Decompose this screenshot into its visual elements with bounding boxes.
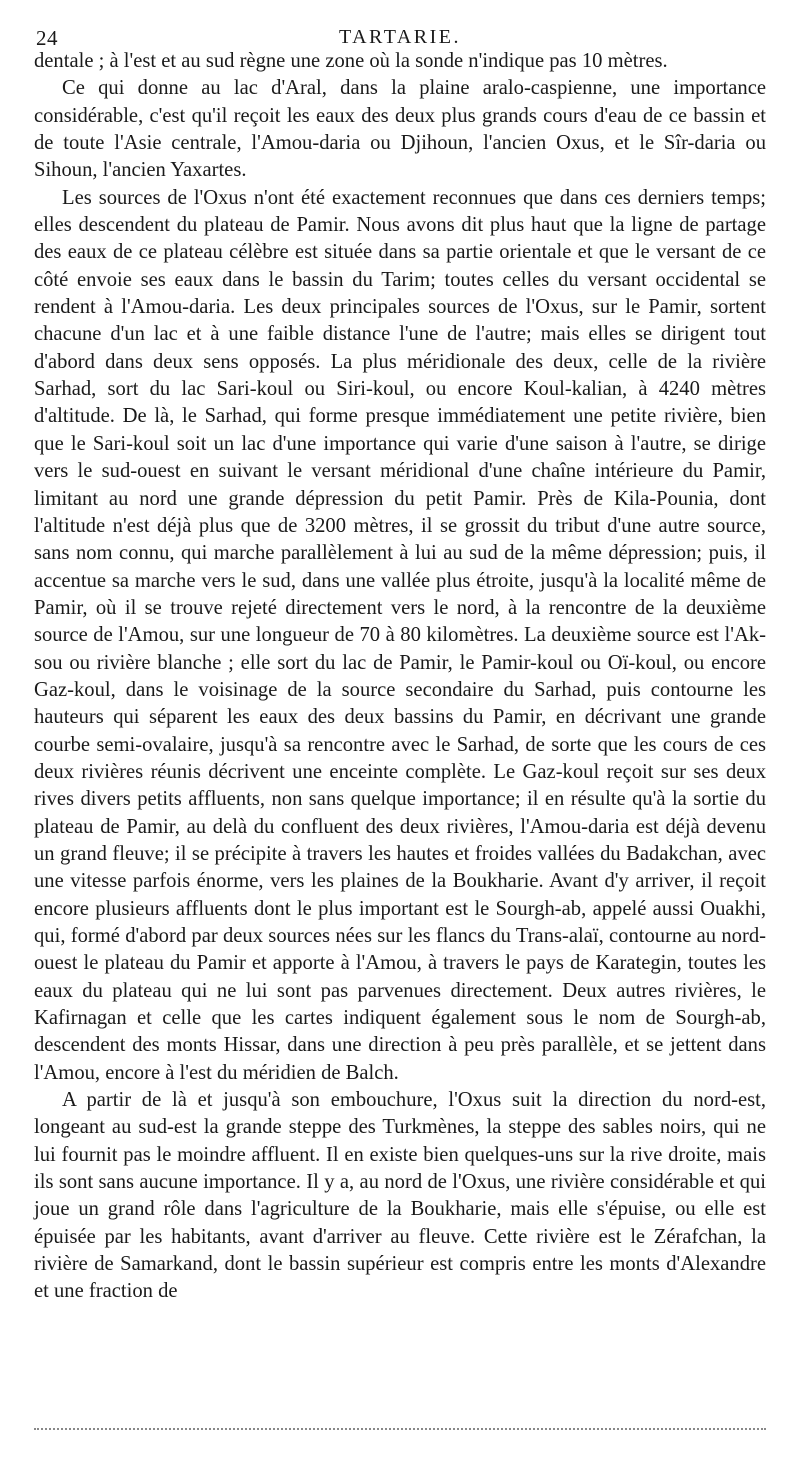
running-title: TARTARIE. [339, 26, 461, 48]
paragraph-continued: dentale ; à l'est et au sud règne une zone où la sonde n'indique pas 10 mètres. [34, 50, 668, 72]
page-number: 24 [36, 26, 58, 50]
paragraph-oxus-sources: Les sources de l'Oxus n'ont été exactement reconnues que dans ces derniers temps; elles descendent du plateau de Pamir. Nous avons dit plus haut que la ligne de partage des eaux de ce plateau célèbre est située dans sa partie orientale et que le versant de ce côté envoie ses eaux dans le bassin du Tarim; toutes celles du versant occidental se rendent à l'Amou-daria. Les deux principales sources de l'Oxus, sur le Pamir, sortent chacune d'un lac et à une faible distance l'une de l'autre; mais elles se dirigent tout d'abord dans deux sens opposés. La plus méridionale des deux, celle de la rivière Sarhad, sort du lac Sari-koul ou Siri-koul, ou encore Koul-kalian, à 4240 mètres d'altitude. De là, le Sarhad, qui forme presque immédiatement une petite rivière, bien que le Sari-koul soit un lac d'une importance qui varie d'une saison à l'autre, se dirige vers le sud-ouest en suivant le versant méridional d'une chaîne intérieure du Pamir, limitant au nord une grande dépression du petit Pamir. Près de Kila-Pounia, dont l'altitude n'est déjà plus que de 3200 mètres, il se grossit du tribut d'une autre source, sans nom connu, qui marche parallèlement à lui au sud de la même dépression; puis, il accentue sa marche vers le sud, dans une vallée plus étroite, jusqu'à la localité même de Pamir, où il se trouve rejeté directement vers le nord, à la rencontre de la deuxième source de l'Amou, sur une longueur de 70 à 80 kilomètres. La deuxième source est l'Ak-sou ou rivière blanche ; elle sort du lac de Pamir, le Pamir-koul ou Oï-koul, ou encore Gaz-koul, dans le voisinage de la source secondaire du Sarhad, puis contourne les hauteurs qui séparent les eaux des deux bassins du Pamir, en décrivant une grande courbe semi-ovalaire, jusqu'à sa rencontre avec le Sarhad, de sorte que les cours de ces deux rivières réunis décrivent une enceinte complète. Le Gaz-koul reçoit sur ses deux rives divers petits affluents, non sans quelque importance; il en résulte qu'à la sortie du plateau de Pamir, au delà du confluent des deux rivières, l'Amou-daria est déjà devenu un grand fleuve; il se précipite à travers les hautes et froides vallées du Badakchan, avec une vitesse parfois énorme, vers les plaines de la Boukharie. Avant d'y arriver, il reçoit encore plusieurs affluents dont le plus important est le Sourgh-ab, appelé aussi Ouakhi, qui, formé d'abord par deux sources nées sur les flancs du Trans-alaï, contourne au nord-ouest le plateau du Pamir et apporte à l'Amou, à travers le pays de Karategin, toutes les eaux du plateau qui ne lui sont pas parvenues directement. Deux autres rivières, le Kafirnagan et celle que les cartes indiquent également sous le nom de Sourgh-ab, descendent des monts Hissar, dans une direction à peu près parallèle, et se jettent dans l'Amou, encore à l'est du méridien de Balch. [34, 186, 766, 1084]
footer-divider [34, 1428, 766, 1430]
paragraph-aral: Ce qui donne au lac d'Aral, dans la plaine aralo-caspienne, une importance considérable, c'est qu'il reçoit les eaux des deux plus grands cours d'eau de ce bassin et de toute l'Asie centrale, l'Amou-daria ou Djihoun, l'ancien Oxus, et le Sîr-daria ou Sihoun, l'ancien Yaxartes. [34, 77, 766, 182]
page-header [34, 0, 766, 48]
paragraph-oxus-course: A partir de là et jusqu'à son embouchure, l'Oxus suit la direction du nord-est, longeant au sud-est la grande steppe des Turkmènes, la steppe des sables noirs, qui ne lui fournit pas le moindre affluent. Il en existe bien quelques-uns sur la rive droite, mais ils sont sans aucune importance. Il y a, au nord de l'Oxus, une rivière considérable et qui joue un grand rôle dans l'agriculture de la Boukharie, mais elle s'épuise, ou elle est épuisée par les habitants, avant d'arriver au fleuve. Cette rivière est le Zérafchan, la rivière de Samarkand, dont le bassin supérieur est compris entre les monts d'Alexandre et une fraction de [34, 1089, 766, 1303]
book-page [34, 0, 766, 1306]
body-text [34, 48, 766, 1306]
